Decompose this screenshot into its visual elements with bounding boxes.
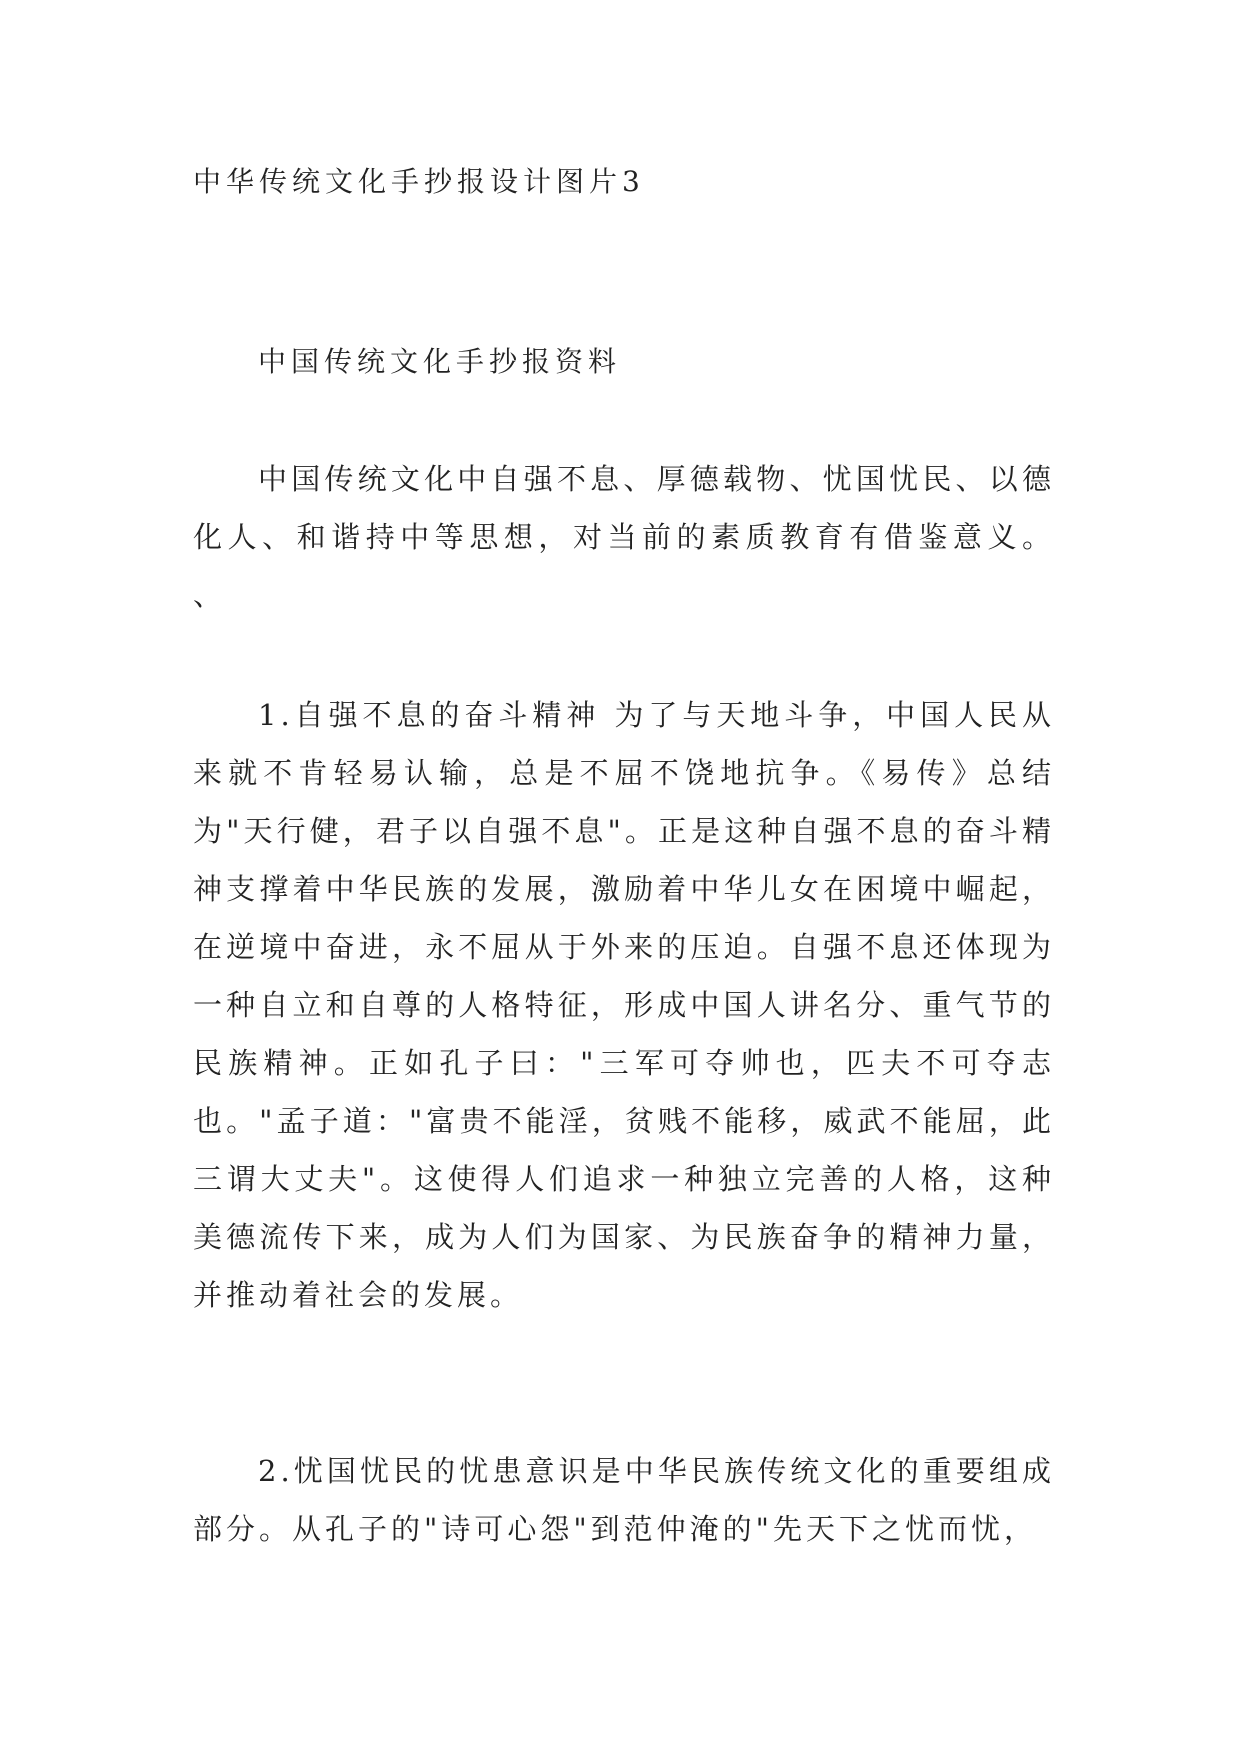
section-heading: 中国传统文化手抄报资料 (258, 345, 622, 378)
paragraph-intro: 中国传统文化中自强不息、厚德载物、忧国忧民、以德化人、和谐持中等思想，对当前的素质教育有借鉴意义。 、 (193, 462, 1055, 612)
paragraph-point-1: 1.自强不息的奋斗精神 为了与天地斗争，中国人民从来就不肯轻易认输，总是不屈不饶地抗争。《易传》总结为"天行健，君子以自强不息"。正是这种自强不息的奋斗精神支撑着中华民族的发展，激励着中华儿女在困境中崛起，在逆境中奋进，永不屈从于外来的压迫。自强不息还体现为一种自立和自尊的人格特征，形成中国人讲名分、重气节的民族精神。正如孔子曰："三军可夺帅也，匹夫不可夺志也。"孟子道："富贵不能淫，贫贱不能移，威武不能屈，此三谓大丈夫"。这使得人们追求一种独立完善的人格，这种美德流传下来，成为人们为国家、为民族奋争的精神力量，并推动着社会的发展。 (193, 698, 1055, 1312)
paragraph-point-2: 2.忧国忧民的忧患意识是中华民族传统文化的重要组成部分。从孔子的"诗可心怨"到范仲淹的"先天下之忧而忧， (193, 1454, 1055, 1546)
document-title: 中华传统文化手抄报设计图片3 (193, 165, 645, 198)
